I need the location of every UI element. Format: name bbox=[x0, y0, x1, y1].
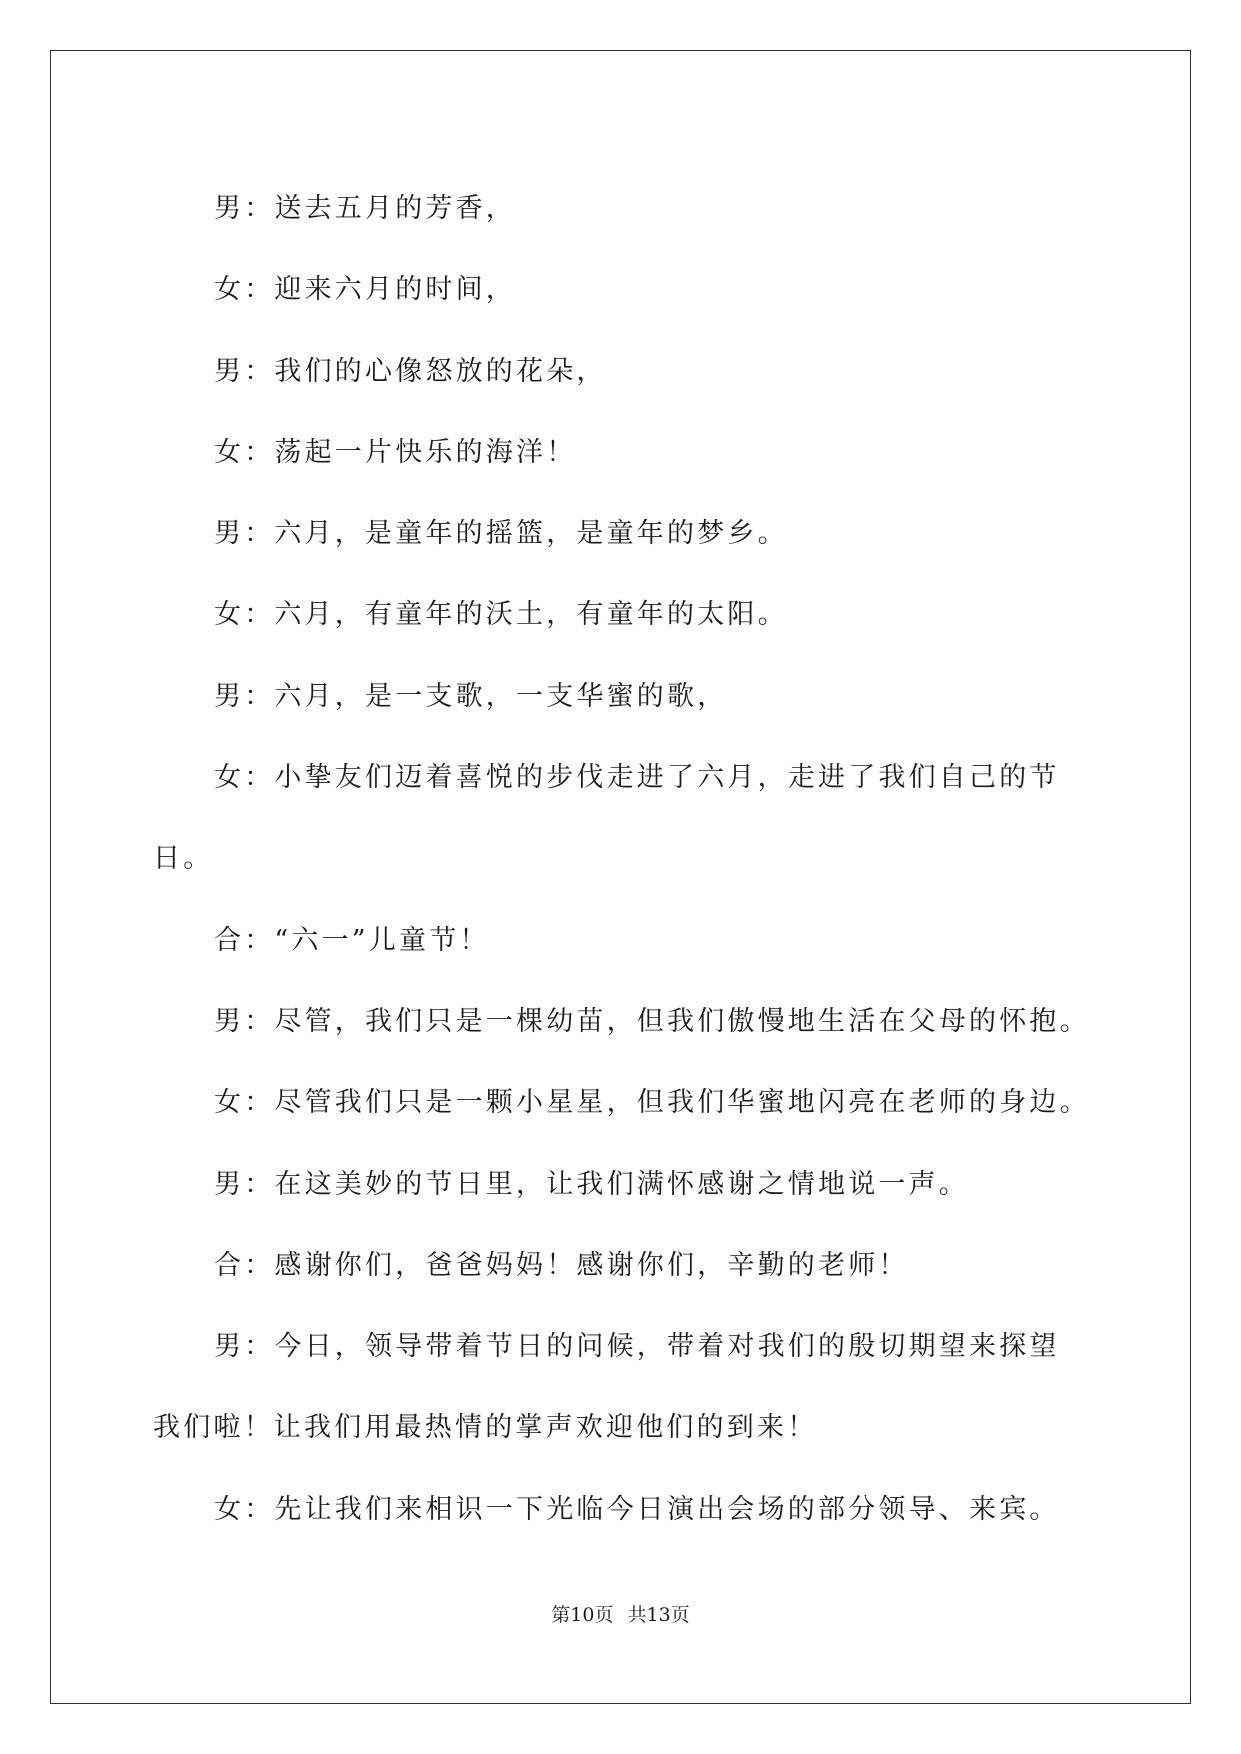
document-body bbox=[153, 168, 1093, 1550]
paragraph-continuation-line: 我们啦！让我们用最热情的掌声欢迎他们的到来！ bbox=[153, 1412, 818, 1444]
paragraph-line: 男：六月，是一支歌，一支华蜜的歌， bbox=[214, 680, 728, 712]
paragraph-line: 男：在这美妙的节日里，让我们满怀感谢之情地说一声。 bbox=[214, 1168, 969, 1200]
paragraph-line: 女：尽管我们只是一颗小星星，但我们华蜜地闪亮在老师的身边。 bbox=[214, 1087, 1090, 1119]
paragraph-line: 男：六月，是童年的摇篮，是童年的梦乡。 bbox=[214, 518, 788, 550]
page-total: 共13页 bbox=[627, 1604, 690, 1626]
paragraph-line: 合：“六一”儿童节！ bbox=[214, 924, 490, 956]
paragraph-line: 男：尽管，我们只是一棵幼苗，但我们傲慢地生活在父母的怀抱。 bbox=[214, 1005, 1090, 1037]
page-number: 第10页 bbox=[551, 1604, 614, 1626]
paragraph-line: 女：六月，有童年的沃土，有童年的太阳。 bbox=[214, 599, 788, 631]
paragraph-line: 女：先让我们来相识一下光临今日演出会场的部分领导、来宾。 bbox=[214, 1493, 1060, 1525]
paragraph-line: 女：迎来六月的时间， bbox=[214, 274, 516, 306]
paragraph-line: 女：荡起一片快乐的海洋！ bbox=[214, 436, 577, 468]
paragraph-line: 合：感谢你们，爸爸妈妈！感谢你们，辛勤的老师！ bbox=[214, 1249, 909, 1281]
paragraph-line: 女：小挚友们迈着喜悦的步伐走进了六月，走进了我们自己的节 bbox=[214, 762, 1060, 794]
page-footer bbox=[0, 1600, 1241, 1627]
paragraph-continuation-line: 日。 bbox=[153, 843, 214, 875]
paragraph-line: 男：送去五月的芳香， bbox=[214, 193, 516, 224]
paragraph-line: 男：我们的心像怒放的花朵， bbox=[214, 355, 607, 387]
paragraph-line: 男：今日，领导带着节日的问候，带着对我们的殷切期望来探望 bbox=[214, 1331, 1060, 1363]
